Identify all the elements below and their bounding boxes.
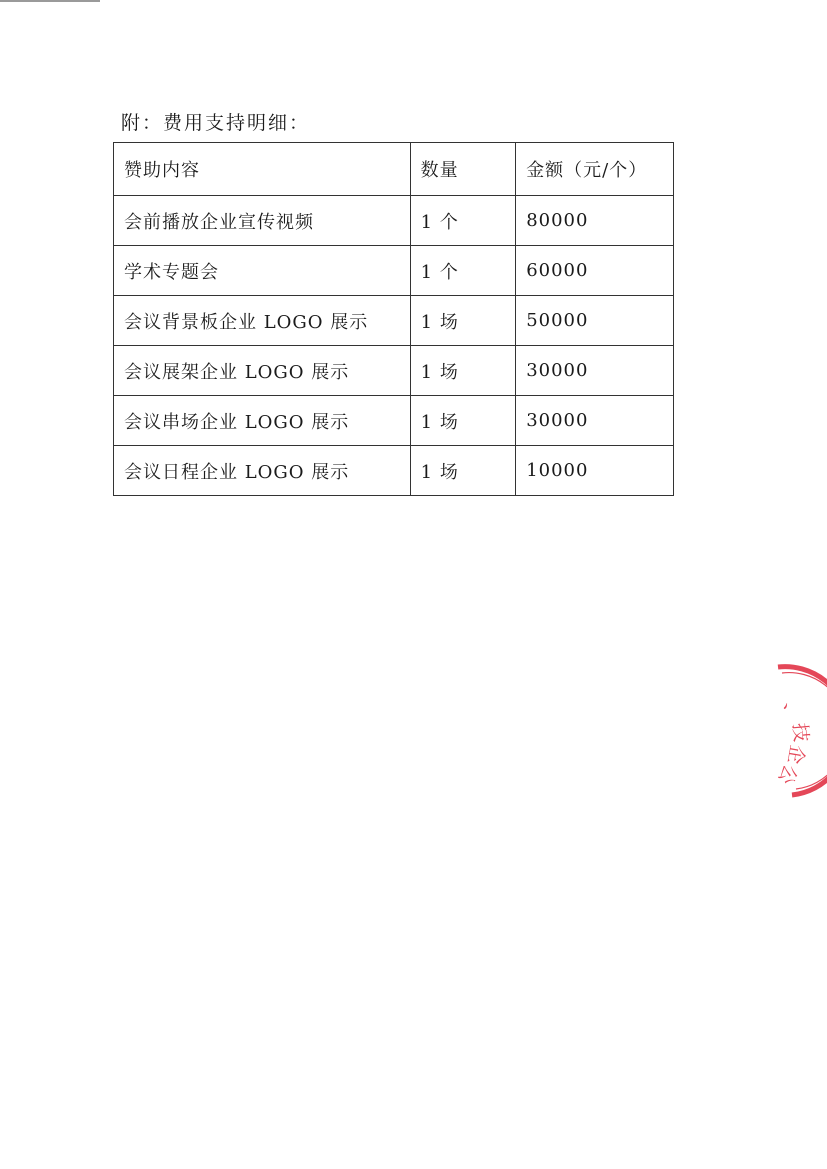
cell-item: 会前播放企业宣传视频 (114, 196, 411, 246)
table-row (114, 296, 674, 346)
cell-quantity: 1 个 (410, 246, 516, 296)
page-heading: 附：费用支持明细： (121, 112, 311, 134)
cell-item: 会议串场企业 LOGO 展示 (114, 396, 411, 446)
header-cell-quantity: 数量 (410, 143, 516, 196)
cell-amount: 30000 (516, 346, 674, 396)
header-cell-item: 赞助内容 (114, 143, 411, 196)
table-row (114, 446, 674, 496)
cell-item: 会议日程企业 LOGO 展示 (114, 446, 411, 496)
cell-amount: 30000 (516, 396, 674, 446)
cell-quantity: 1 场 (410, 396, 516, 446)
table-row (114, 396, 674, 446)
cell-quantity: 1 个 (410, 196, 516, 246)
cell-item: 会议展架企业 LOGO 展示 (114, 346, 411, 396)
cell-quantity: 1 场 (410, 346, 516, 396)
top-edge-rule (0, 0, 100, 2)
cell-amount: 80000 (516, 196, 674, 246)
cell-amount: 60000 (516, 246, 674, 296)
table-row (114, 196, 674, 246)
cell-quantity: 1 场 (410, 296, 516, 346)
seal-graphic (752, 655, 827, 805)
seal-char: 企 (783, 743, 809, 766)
cell-item: 学术专题会 (114, 246, 411, 296)
cell-amount: 50000 (516, 296, 674, 346)
company-seal-stamp (752, 655, 827, 805)
fee-detail-table (113, 142, 674, 496)
seal-char: 公 (773, 761, 802, 788)
table-row (114, 246, 674, 296)
table-row (114, 346, 674, 396)
header-cell-amount: 金额（元/个） (516, 143, 674, 196)
cell-amount: 10000 (516, 446, 674, 496)
table-header-row (114, 143, 674, 196)
seal-char: 技 (788, 722, 812, 743)
cell-item: 会议背景板企业 LOGO 展示 (114, 296, 411, 346)
cell-quantity: 1 场 (410, 446, 516, 496)
seal-char: 、 (778, 697, 807, 724)
